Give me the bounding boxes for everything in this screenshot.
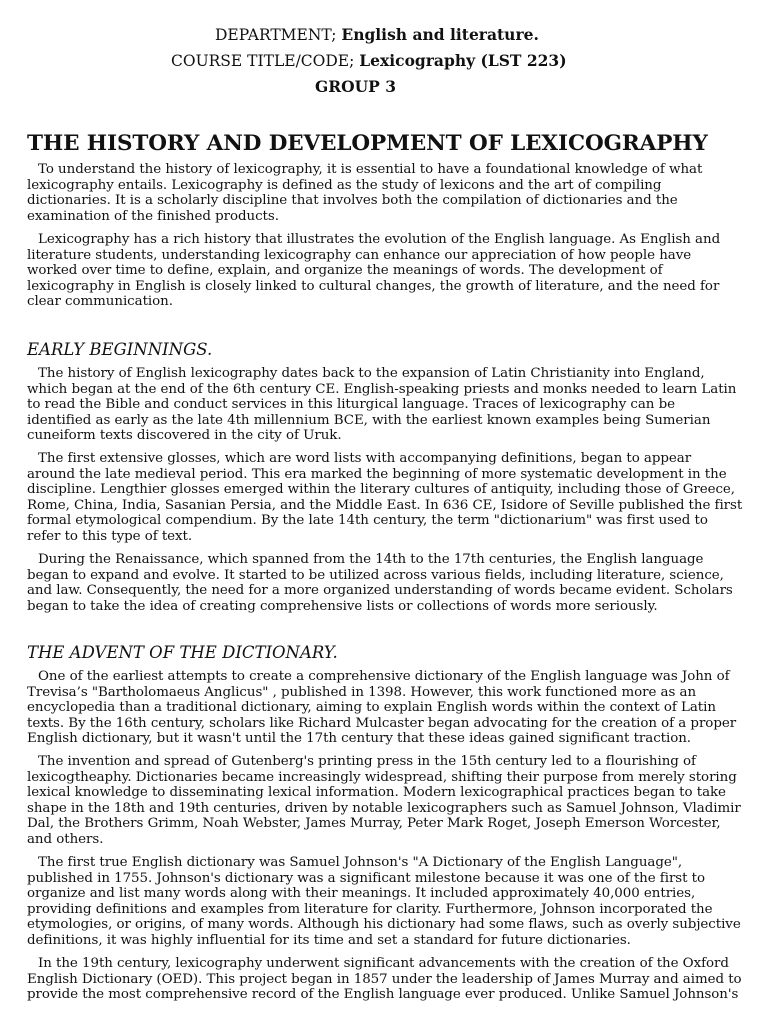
intro-paragraph-1: To understand the history of lexicography, it is essential to have a foundational knowledge of what lexicography entails. Lexicography is defined as the study of lexicons and the art of compiling dictionaries. It is a scholarly discipline that involves both the compilation of dictionaries and the examination of the finished products.: [27, 162, 703, 224]
department-line: [215, 25, 539, 45]
advent-paragraph-1: One of the earliest attempts to create a comprehensive dictionary of the English language was John of Trevisa’s "Bartholomaeus Anglicus" , published in 1398. However, this work functioned more as an encyclopedia than a traditional dictionary, aiming to explain English words within the context of Latin texts. By the 16th century, scholars like Richard Mulcaster began advocating for the creation of a proper English dictionary, but it wasn't until the 17th century that these ideas gained significant traction.: [27, 669, 737, 746]
section-heading-advent-of-dictionary: THE ADVENT OF THE DICTIONARY.: [27, 643, 338, 662]
group-line: [315, 77, 396, 97]
course-value: Lexicography (LST 223): [359, 51, 567, 70]
department-label: DEPARTMENT;: [215, 26, 337, 44]
early-paragraph-3: During the Renaissance, which spanned from the 14th to the 17th centuries, the English language began to expand and evolve. It started to be utilized across various fields, including literature, science, and law. Consequently, the need for a more organized understanding of words became evident. Scholars began to take the idea of creating comprehensive lists or collections of words more seriously.: [27, 552, 733, 614]
department-value: English and literature.: [341, 25, 539, 44]
course-label: COURSE TITLE/CODE;: [171, 52, 355, 70]
intro-paragraph-2: Lexicography has a rich history that illustrates the evolution of the English language. As English and literature students, understanding lexicography can enhance our appreciation of how people have worked over time to define, explain, and organize the meanings of words. The development of lexicography in English is closely linked to cultural changes, the growth of literature, and the need for clear communication.: [27, 232, 721, 309]
document-title: THE HISTORY AND DEVELOPMENT OF LEXICOGRAPHY: [27, 131, 708, 156]
advent-paragraph-2: The invention and spread of Gutenberg's printing press in the 15th century led to a flourishing of lexicogtheaphy. Dictionaries became increasingly widespread, shifting their purpose from merely storing lexical knowledge to disseminating lexical information. Modern lexicographical practices began to take shape in the 18th and 19th centuries, driven by notable lexicographers such as Samuel Johnson, Vladimir Dal, the Brothers Grimm, Noah Webster, James Murray, Peter Mark Roget, Joseph Emerson Worcester, and others.: [27, 754, 741, 847]
advent-paragraph-3: The first true English dictionary was Samuel Johnson's "A Dictionary of the English Language", published in 1755. Johnson's dictionary was a significant milestone because it was one of the first to organize and list many words along with their meanings. It included approximately 40,000 entries, providing definitions and examples from literature for clarity. Furthermore, Johnson incorporated the etymologies, or origins, of many words. Although his dictionary had some flaws, such as overly subjective definitions, it was highly influential for its time and set a standard for future dictionaries.: [27, 855, 741, 948]
group-label: GROUP 3: [315, 77, 396, 96]
early-paragraph-1: The history of English lexicography dates back to the expansion of Latin Christianity into England, which began at the end of the 6th century CE. English-speaking priests and monks needed to learn Latin to read the Bible and conduct services in this liturgical language. Traces of lexicography can be identified as early as the late 4th millennium BCE, with the earliest known examples being Sumerian cuneiform texts discovered in the city of Uruk.: [27, 366, 737, 443]
course-line: [171, 51, 567, 71]
advent-paragraph-4: In the 19th century, lexicography underwent significant advancements with the creation of the Oxford English Dictionary (OED). This project began in 1857 under the leadership of James Murray and aimed to provide the most comprehensive record of the English language ever produced. Unlike Samuel Johnson's: [27, 956, 742, 1002]
early-paragraph-2: The first extensive glosses, which are word lists with accompanying definitions, began to appear around the late medieval period. This era marked the beginning of more systematic development in the discipline. Lengthier glosses emerged within the literary cultures of antiquity, including those of Greece, Rome, China, India, Sasanian Persia, and the Middle East. In 636 CE, Isidore of Seville published the first formal etymological compendium. By the late 14th century, the term "dictionarium" was first used to refer to this type of text.: [27, 451, 743, 544]
section-heading-early-beginnings: EARLY BEGINNINGS.: [27, 340, 213, 359]
